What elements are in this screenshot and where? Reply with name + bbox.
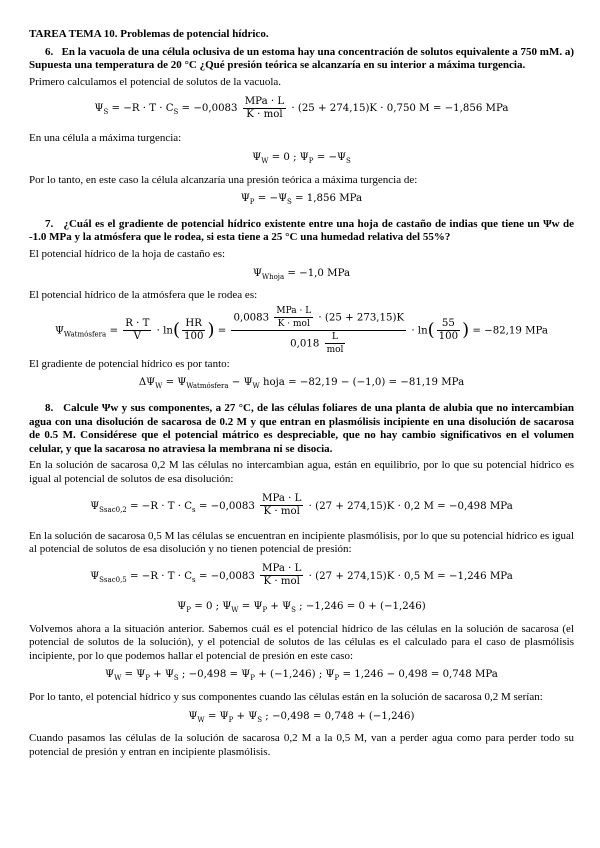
q8-equation-3: $\Psi_P = 0$ ; $\Psi_W = \Psi_P + \Psi_S$ ; −1,246 = 0 + (−1,246) <box>177 600 426 614</box>
q7-equation-2: $\Psi_{Watmósfera}$ = $\frac{R \cdot T}{V}$ · ln( $\frac{HR}{100}$ ) = 0,0083 $\frac{\text{MPa · L}}{\text{K · mol}}$ · (25 + 273,15)K 0,018 $\frac{L}{\text{mol}}$ · ln( $\frac{55}{100}$ ) = −82,19 MPa <box>54 305 549 355</box>
question-6-number: 6. <box>45 45 54 58</box>
q8-equation-1: $\Psi_{Ssac0,2} = -R \cdot T \cdot C_s = -0,0083$ $\frac{\text{MPa · L}}{\text{K · mol}}$ · (27 + 274,15)K · 0,2 M = −0,498 MPa <box>90 493 513 518</box>
q8-paragraph-2: En la solución de sacarosa 0,5 M las células se encuentran en incipiente plasmólisis, por lo que su potencial hídrico es igual al potencial de solutos de esa disolución y no tienen potencial de presión: <box>29 529 574 556</box>
q6-paragraph-1: Primero calculamos el potencial de solutos de la vacuola. <box>29 75 282 88</box>
q7-equation-1: $\Psi_{Whoja} = -1,0$ MPa <box>252 267 351 281</box>
question-8-text: Calcule Ψw y sus componentes, a 27 °C, de las células foliares de una planta de alubia que no intercambian agua con una disolución de sacarosa de 0.2 M y que entran en plasmólisis incipiente en una disolución de sacarosa de 0.5 M. Considérese que el potencial mátrico es despreciable, que no hay cambio significativos en el volumen celular, y que la sacarosa no atraviesa la membrana ni se disocia. <box>29 402 574 455</box>
page-title: TAREA TEMA 10. Problemas de potencial hídrico. <box>29 28 269 40</box>
question-7-number: 7. <box>45 217 54 230</box>
q6-paragraph-3: Por lo tanto, en este caso la célula alcanzaría una presión teórica a máxima turgencia de: <box>29 173 418 186</box>
question-7-text: ¿Cuál es el gradiente de potencial hídrico existente entre una hoja de castaño de indias que tiene un Ψw de -1.0 MPa y la atmósfera que le rodea, si esta tiene a 25 °C una humedad relativa del 55%? <box>29 217 574 244</box>
question-8 <box>29 402 574 456</box>
question-8-number: 8. <box>45 402 54 415</box>
q8-equation-5: $\Psi_W = \Psi_P + \Psi_S$ ; −0,498 = 0,748 + (−1,246) <box>188 710 415 724</box>
q8-paragraph-5: Cuando pasamos las células de la solución de sacarosa 0,2 M a la 0,5 M, van a perder agua como para perder todo su potencial de presión y entran en incipiente plasmólisis. <box>29 732 574 758</box>
q6-equation-1: $\Psi_S = -R \cdot T \cdot C_S = -0,0083$ $\frac{\text{MPa · L}}{\text{K · mol}}$ · (25 + 274,15)K · 0,750 M = −1,856 MPa <box>94 95 509 120</box>
q6-paragraph-2: En una célula a máxima turgencia: <box>29 132 182 145</box>
q8-paragraph-1: En la solución de sacarosa 0,2 M las células no intercambian agua, están en equilibrio, por lo que su potencial hídrico es igual al potencial de solutos de esa disolución: <box>29 459 574 486</box>
q8-equation-4: $\Psi_W = \Psi_P + \Psi_S$ ; $-0,498 = \Psi_P + (-1,246)$ ; $\Psi_P = 1,246 - 0,498 = 0,748$ MPa <box>105 669 498 683</box>
q8-paragraph-3: Volvemos ahora a la situación anterior. Sabemos cuál es el potencial hídrico de las células en la solución de sacarosa (el potencial de solutos de la solución), y el potencial de solutos de las células es el calculado para el caso de plasmólisis incipiente, por lo que podemos hallar el potencial de presión en este caso: <box>29 622 574 662</box>
q6-equation-3: $\Psi_P = -\Psi_S = 1,856$ MPa <box>240 193 363 207</box>
q7-paragraph-3: El gradiente de potencial hídrico es por tanto: <box>29 357 230 370</box>
question-7 <box>29 218 574 245</box>
question-6-text: En la vacuola de una célula oclusiva de un estoma hay una concentración de solutos equivalente a 750 mM. a) Supuesta una temperatura de 20 °C ¿Qué presión teórica se alcanzaría en su interior a máxima turgencia. <box>29 45 575 72</box>
q6-equation-2: $\Psi_W = 0$ ; $\Psi_P = -\Psi_S$ <box>252 152 351 166</box>
q7-paragraph-1: El potencial hídrico de la hoja de castaño es: <box>29 248 226 261</box>
q7-equation-3: $\Delta\Psi_W = \Psi_{Watmósfera} - \Psi_W$ hoja = −82,19 − (−1,0) = −81,19 MPa <box>138 377 465 391</box>
q8-paragraph-4: Por lo tanto, el potencial hídrico y sus componentes cuando las células están en la solución de sacarosa 0,2 M serían: <box>29 690 543 703</box>
document-page <box>29 28 574 761</box>
q7-paragraph-2: El potencial hídrico de la atmósfera que le rodea es: <box>29 289 258 302</box>
question-6 <box>29 46 574 73</box>
q8-equation-2: $\Psi_{Ssac0,5} = -R \cdot T \cdot C_s = -0,0083$ $\frac{\text{MPa · L}}{\text{K · mol}}$ · (27 + 274,15)K · 0,5 M = −1,246 MPa <box>90 563 513 588</box>
